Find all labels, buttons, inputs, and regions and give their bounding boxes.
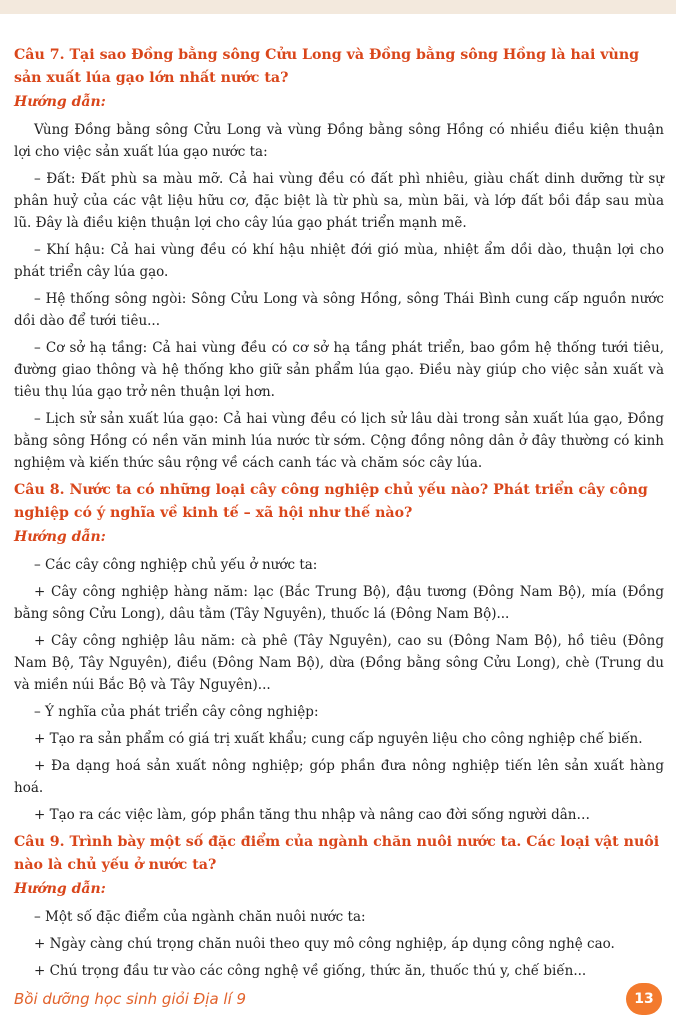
question-8-guide: Hướng dẫn: xyxy=(14,529,106,545)
q7-paragraph: – Khí hậu: Cả hai vùng đều có khí hậu nhiệt đới gió mùa, nhiệt ẩm dồi dào, thuận lợi cho phát triển cây lúa gạo. xyxy=(14,242,664,280)
q8-paragraph: + Đa dạng hoá sản xuất nông nghiệp; góp phần đưa nông nghiệp tiến lên sản xuất hàng hoá. xyxy=(14,758,664,796)
question-9-guide: Hướng dẫn: xyxy=(14,881,106,897)
question-7-guide: Hướng dẫn: xyxy=(14,94,106,110)
q7-paragraph: – Hệ thống sông ngòi: Sông Cửu Long và sông Hồng, sông Thái Bình cung cấp nguồn nước dồi dào để tưới tiêu... xyxy=(14,291,664,329)
q7-paragraph: – Lịch sử sản xuất lúa gạo: Cả hai vùng đều có lịch sử lâu dài trong sản xuất lúa gạo, Đồng bằng sông Hồng có nền văn minh lúa nước từ sớm. Cộng đồng nông dân ở đây thường có kinh nghiệm và kiến thức sâu rộng về cách canh tác và chăm sóc cây lúa. xyxy=(14,411,664,471)
book-title: Bồi dưỡng học sinh giỏi Địa lí 9 xyxy=(14,990,247,1008)
q7-paragraph: – Cơ sở hạ tầng: Cả hai vùng đều có cơ sở hạ tầng phát triển, bao gồm hệ thống tưới tiêu, đường giao thông và hệ thống kho giữ sản phẩm lúa gạo. Điều này giúp cho việc sản xuất và tiêu thụ lúa gạo trở nên thuận lợi hơn. xyxy=(14,340,664,400)
q8-paragraph: + Cây công nghiệp lâu năm: cà phê (Tây Nguyên), cao su (Đông Nam Bộ), hồ tiêu (Đông Nam Bộ, Tây Nguyên), điều (Đông Nam Bộ), dừa (Đồng bằng sông Cửu Long), chè (Trung du và miền núi Bắc Bộ và Tây Nguyên)... xyxy=(14,633,664,693)
page-content xyxy=(14,44,664,987)
q9-paragraph: + Chú trọng đầu tư vào các công nghệ về giống, thức ăn, thuốc thú y, chế biến... xyxy=(34,963,587,979)
top-band xyxy=(0,0,676,14)
q7-paragraph: Vùng Đồng bằng sông Cửu Long và vùng Đồng bằng sông Hồng có nhiều điều kiện thuận lợi cho việc sản xuất lúa gạo nước ta: xyxy=(14,122,664,160)
q9-paragraph: – Một số đặc điểm của ngành chăn nuôi nước ta: xyxy=(34,909,366,925)
q8-paragraph: + Cây công nghiệp hàng năm: lạc (Bắc Trung Bộ), đậu tương (Đông Nam Bộ), mía (Đồng bằng sông Cửu Long), dâu tằm (Tây Nguyên), thuốc lá (Đông Nam Bộ)... xyxy=(14,584,664,622)
q8-paragraph: – Ý nghĩa của phát triển cây công nghiệp: xyxy=(34,704,319,720)
question-8-title: Câu 8. Nước ta có những loại cây công nghiệp chủ yếu nào? Phát triển cây công nghiệp có ý nghĩa về kinh tế – xã hội như thế nào? xyxy=(14,482,648,521)
question-9-title: Câu 9. Trình bày một số đặc điểm của ngành chăn nuôi nước ta. Các loại vật nuôi nào là chủ yếu ở nước ta? xyxy=(14,834,660,873)
q9-paragraph: + Ngày càng chú trọng chăn nuôi theo quy mô công nghiệp, áp dụng công nghệ cao. xyxy=(34,936,615,952)
q8-paragraph: + Tạo ra sản phẩm có giá trị xuất khẩu; cung cấp nguyên liệu cho công nghiệp chế biến. xyxy=(34,731,643,747)
q8-paragraph: + Tạo ra các việc làm, góp phần tăng thu nhập và nâng cao đời sống người dân… xyxy=(34,807,590,823)
page-number-badge: 13 xyxy=(626,983,662,1015)
q8-paragraph: – Các cây công nghiệp chủ yếu ở nước ta: xyxy=(34,557,318,573)
question-7-title: Câu 7. Tại sao Đồng bằng sông Cửu Long và Đồng bằng sông Hồng là hai vùng sản xuất lúa gạo lớn nhất nước ta? xyxy=(14,47,640,86)
q7-paragraph: – Đất: Đất phù sa màu mỡ. Cả hai vùng đều có đất phì nhiêu, giàu chất dinh dưỡng từ sự phân huỷ của các vật liệu hữu cơ, đặc biệt là từ phù sa, mùn bãi, và lớp đất bồi đắp sau mùa lũ. Đây là điều kiện thuận lợi cho cây lúa gạo phát triển mạnh mẽ. xyxy=(14,171,664,231)
